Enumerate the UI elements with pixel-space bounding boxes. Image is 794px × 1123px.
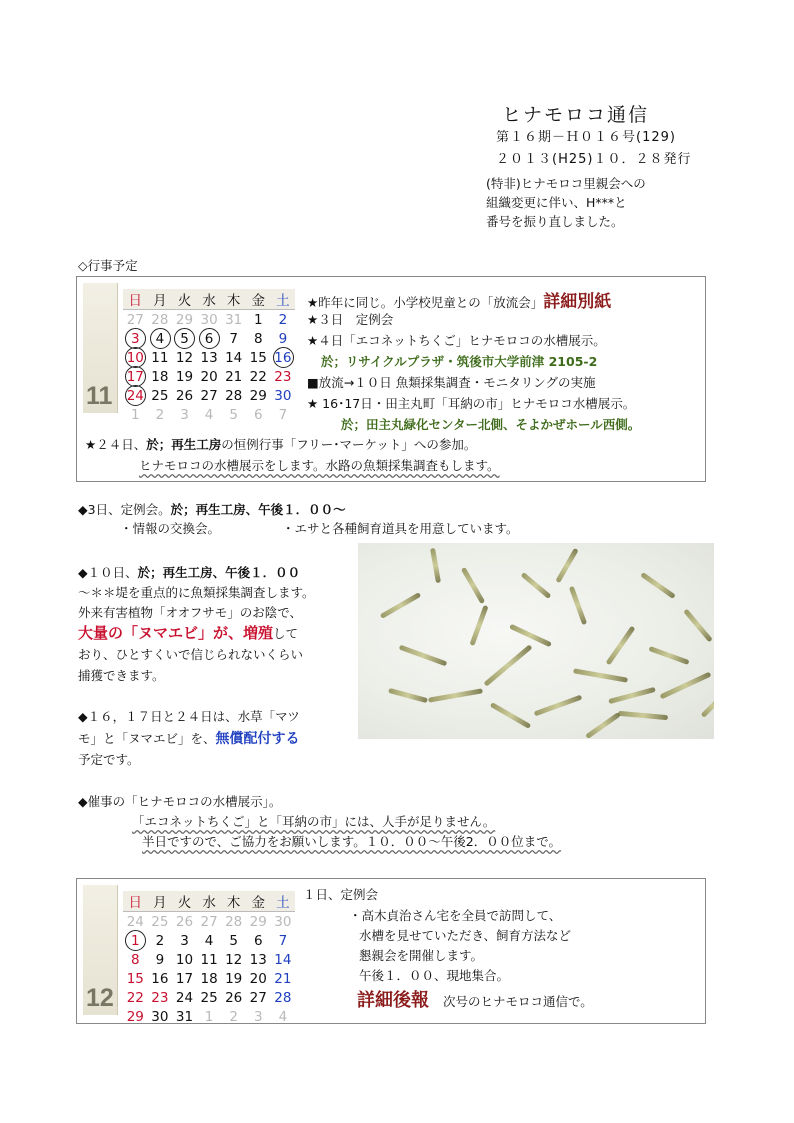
weekday-header (123, 891, 295, 912)
section-heading: ◇行事予定 (78, 258, 138, 273)
event-line: 水槽を見せていただき、飼育方法など (359, 928, 572, 943)
calendar-day: 26 (175, 387, 194, 404)
calendar-day: 9 (278, 330, 288, 347)
calendar-day: 5 (229, 932, 238, 949)
shrimp-shape (461, 567, 485, 604)
calendar-day: 20 (200, 368, 218, 385)
shrimp-shape (585, 712, 621, 739)
calendar-day: 20 (249, 970, 267, 987)
calendar-day: 21 (274, 970, 292, 987)
event-line (307, 287, 611, 312)
issue-date: ２０１３(H25)１０．２８発行 (496, 152, 692, 167)
calendar-day: 7 (278, 932, 288, 949)
shrimp-shape (469, 605, 488, 646)
calendar-day: 29 (175, 311, 194, 328)
event-line: ★３日 定例会 (307, 312, 394, 327)
shrimp-shape (701, 693, 714, 718)
meeting-line (78, 500, 346, 518)
body-line (78, 622, 298, 643)
event-venue: 於；リサイクルプラザ・筑後市大学前津 2105-2 (321, 354, 598, 369)
calendar-day: 1 (131, 406, 140, 423)
weekday-cell: 日 (123, 289, 148, 310)
calendar-day: 16 (151, 970, 169, 987)
november-events-box (76, 276, 706, 482)
shrimp-shape (618, 711, 668, 720)
event-text: 次号のヒナモロコ通信で。 (442, 994, 593, 1009)
shrimp-shape (430, 548, 441, 583)
calendar-day: 30 (151, 1008, 169, 1025)
calendar-day: 1 (253, 311, 263, 328)
calendar-week (123, 367, 295, 386)
calendar-day: 4 (204, 932, 214, 949)
body-line (78, 728, 300, 748)
details-separate-label: 詳細別紙 (543, 292, 612, 312)
issue-number: 第１６期－Ｈ０１６号(129) (496, 130, 676, 145)
event-line (357, 986, 593, 1012)
highlight-blue: 無償配付する (215, 731, 300, 747)
calendar-day: 1 (204, 1008, 214, 1025)
calendar-day: 2 (278, 311, 288, 328)
calendar-day: 24 (126, 913, 144, 930)
calendar-day: 28 (225, 913, 243, 930)
body-line: 半日ですので、ご協力をお願いします。１０．００～午後2．００位まで。 (142, 834, 561, 849)
event-line: ・高木貞治さん宅を全員で訪問して、 (349, 908, 562, 923)
calendar-day: 7 (278, 406, 288, 423)
note-line: 番号を振り直しました。 (486, 214, 624, 229)
event-text: の恒例行事「フリー･マーケット」への参加。 (221, 437, 477, 452)
event-text: ★２４日、 (85, 437, 147, 452)
event-line: ★４日「エコネットちくご」ヒナモロコの水槽展示。 (307, 333, 606, 348)
event-line: ★ 16･17日・田主丸町「耳納の市」ヒナモロコ水槽展示。 (307, 396, 636, 411)
calendar-day: 25 (151, 913, 169, 930)
calendar-grid (123, 289, 295, 424)
calendar-day: 23 (151, 989, 169, 1006)
event-venue: 於；田主丸緑化センター北側、そよかぜホール西側。 (341, 417, 641, 432)
calendar-day: 25 (151, 387, 169, 404)
calendar-day: 12 (225, 951, 243, 968)
event-line: ヒナモロコの水槽展示をします。水路の魚類採集調査もします。 (139, 458, 500, 473)
november-calendar (83, 283, 301, 423)
venue-text: 於；再生工房、午後１．００～ (170, 502, 346, 517)
calendar-day: 10 (175, 951, 194, 968)
body-line: 外来有害植物「オオフサモ」のお陰で、 (78, 605, 303, 620)
calendar-day: 19 (175, 368, 194, 385)
calendar-day: 30 (274, 913, 292, 930)
weekday-cell: 火 (172, 289, 197, 310)
calendar-day: 4 (278, 1008, 288, 1025)
calendar-week (123, 348, 295, 367)
calendar-day: 17 (175, 970, 194, 987)
calendar-day: 24 (123, 386, 148, 405)
body-line: ～＊＊堤を重点的に魚類採集調査します。 (78, 585, 315, 600)
calendar-week (123, 969, 295, 988)
calendar-day: 30 (200, 311, 218, 328)
weekday-cell: 木 (221, 891, 246, 912)
calendar-day: 4 (148, 329, 173, 348)
body-line: 「エコネットちくご」と「耳納の市」には、人手が足りません。 (132, 814, 496, 829)
meeting-detail: ・エサと各種飼育道具を用意しています。 (282, 521, 519, 536)
calendar-day: 18 (200, 970, 218, 987)
december-events-box (76, 878, 706, 1024)
body-text: ◆3日、定例会。 (78, 502, 171, 517)
event-line (85, 435, 476, 453)
meeting-detail: ・情報の交換会。 (120, 521, 221, 536)
calendar-day: 18 (151, 368, 169, 385)
calendar-day: 27 (126, 311, 144, 328)
shrimp-shape (660, 672, 712, 700)
calendar-day: 29 (249, 387, 267, 404)
calendar-week (123, 386, 295, 405)
calendar-day: 2 (229, 1008, 238, 1025)
event-text: ★昨年に同じ。小学校児童との「放流会」 (307, 295, 544, 310)
survey-line (78, 563, 300, 581)
calendar-day: 13 (249, 951, 267, 968)
body-line: おり、ひとすくいで信じられないくらい (78, 647, 304, 662)
calendar-day: 30 (274, 387, 292, 404)
calendar-day: 23 (274, 368, 292, 385)
calendar-day: 2 (155, 406, 165, 423)
calendar-grid (123, 891, 295, 1026)
weekday-cell: 日 (123, 891, 148, 912)
calendar-day: 3 (123, 329, 148, 348)
body-text: モ」と「ヌマエビ」を、 (78, 731, 216, 746)
calendar-day: 6 (197, 329, 222, 348)
shrimp-shape (683, 609, 713, 643)
calendar-day: 4 (204, 406, 214, 423)
body-line: ◆催事の「ヒナモロコの水槽展示」。 (78, 794, 282, 809)
calendar-day: 11 (151, 349, 169, 366)
calendar-day: 6 (253, 932, 263, 949)
calendar-day: 28 (274, 989, 292, 1006)
event-line: ■放流→１０日 魚類採集調査・モニタリングの実施 (307, 375, 596, 390)
calendar-day: 17 (123, 367, 148, 386)
calendar-day: 5 (172, 329, 197, 348)
shrimp-shape (606, 626, 636, 666)
note-line: 組織変更に伴い、H***と (486, 195, 627, 210)
calendar-day: 7 (229, 330, 238, 347)
calendar-week (123, 912, 295, 932)
calendar-day: 21 (225, 368, 243, 385)
body-text: ◆１０日、 (78, 565, 138, 580)
weekday-cell: 火 (172, 891, 197, 912)
weekday-cell: 月 (148, 891, 173, 912)
body-line: 捕獲できます。 (78, 668, 165, 683)
body-text: して (273, 626, 299, 641)
calendar-day: 8 (131, 951, 140, 968)
weekday-cell: 土 (271, 289, 296, 310)
calendar-day: 28 (151, 311, 169, 328)
shrimp-shape (555, 548, 578, 583)
shrimp-shape (490, 702, 531, 729)
event-line: １日、定例会 (303, 887, 379, 902)
calendar-day: 22 (126, 989, 144, 1006)
shrimp-shape (399, 645, 448, 667)
calendar-day: 27 (200, 913, 218, 930)
weekday-header (123, 289, 295, 310)
shrimp-shape (648, 646, 689, 665)
calendar-day: 8 (253, 330, 263, 347)
calendar-day: 1 (123, 931, 148, 950)
calendar-day: 28 (225, 387, 243, 404)
shrimp-shape (483, 644, 532, 686)
newsletter-title: ヒナモロコ通信 (502, 104, 650, 126)
calendar-day: 13 (200, 349, 218, 366)
calendar-day: 12 (175, 349, 194, 366)
calendar-day: 25 (200, 989, 218, 1006)
highlight-red: 大量の「ヌマエビ」が、増殖 (78, 624, 274, 642)
calendar-day: 9 (155, 951, 165, 968)
calendar-day: 14 (274, 951, 292, 968)
calendar-day: 31 (225, 311, 243, 328)
calendar-week (123, 329, 295, 348)
calendar-day: 29 (249, 913, 267, 930)
calendar-day: 2 (155, 932, 165, 949)
renumber-note (486, 174, 646, 231)
calendar-day: 14 (225, 349, 243, 366)
month-number: 12 (86, 984, 114, 1012)
calendar-day: 3 (180, 932, 189, 949)
event-line: 午後１．００、現地集合。 (359, 968, 510, 983)
event-venue-inline: 於；再生工房 (146, 437, 222, 452)
body-line: ◆１６，１７日と２４日は、水草「マツ (78, 709, 300, 724)
calendar-week (123, 1007, 295, 1026)
shrimp-shape (640, 572, 676, 599)
calendar-day: 11 (200, 951, 218, 968)
calendar-day: 26 (225, 989, 243, 1006)
weekday-cell: 金 (246, 891, 271, 912)
calendar-day: 29 (126, 1008, 144, 1025)
calendar-week (123, 310, 295, 330)
shrimp-shape (388, 688, 428, 703)
calendar-week (123, 950, 295, 969)
calendar-day: 27 (200, 387, 218, 404)
calendar-day: 24 (175, 989, 194, 1006)
shrimp-shape (509, 624, 552, 648)
calendar-day: 26 (175, 913, 194, 930)
note-line: (特非)ヒナモロコ里親会への (486, 176, 646, 191)
calendar-day: 31 (175, 1008, 194, 1025)
weekday-cell: 土 (271, 891, 296, 912)
shrimp-shape (380, 592, 421, 619)
calendar-day: 3 (180, 406, 189, 423)
calendar-day: 15 (126, 970, 144, 987)
calendar-day: 5 (229, 406, 238, 423)
calendar-side (83, 283, 118, 413)
shrimp-photo (358, 543, 714, 739)
calendar-day: 16 (271, 348, 296, 367)
month-number: 11 (86, 382, 113, 410)
shrimp-shape (569, 586, 587, 625)
calendar-side (83, 885, 118, 1015)
venue-text: 於；再生工房、午後１．００ (137, 565, 301, 580)
weekday-cell: 水 (197, 891, 222, 912)
shrimp-shape (534, 695, 583, 717)
event-line: 懇親会を開催します。 (359, 948, 484, 963)
weekday-cell: 金 (246, 289, 271, 310)
calendar-day: 27 (249, 989, 267, 1006)
shrimp-shape (428, 688, 483, 702)
weekday-cell: 月 (148, 289, 173, 310)
calendar-week (123, 988, 295, 1007)
weekday-cell: 水 (197, 289, 222, 310)
shrimp-shape (521, 572, 552, 599)
calendar-day: 10 (123, 348, 148, 367)
calendar-day: 22 (249, 368, 267, 385)
calendar-day: 6 (253, 406, 263, 423)
shrimp-shape (608, 687, 656, 704)
calendar-day: 19 (225, 970, 243, 987)
body-line: 予定です。 (78, 752, 140, 767)
details-later-label: 詳細後報 (357, 990, 429, 1011)
calendar-day: 15 (249, 349, 267, 366)
calendar-day: 3 (253, 1008, 263, 1025)
weekday-cell: 木 (221, 289, 246, 310)
december-calendar (83, 885, 301, 1025)
calendar-week (123, 405, 295, 424)
shrimp-shape (573, 668, 628, 682)
calendar-week (123, 931, 295, 950)
